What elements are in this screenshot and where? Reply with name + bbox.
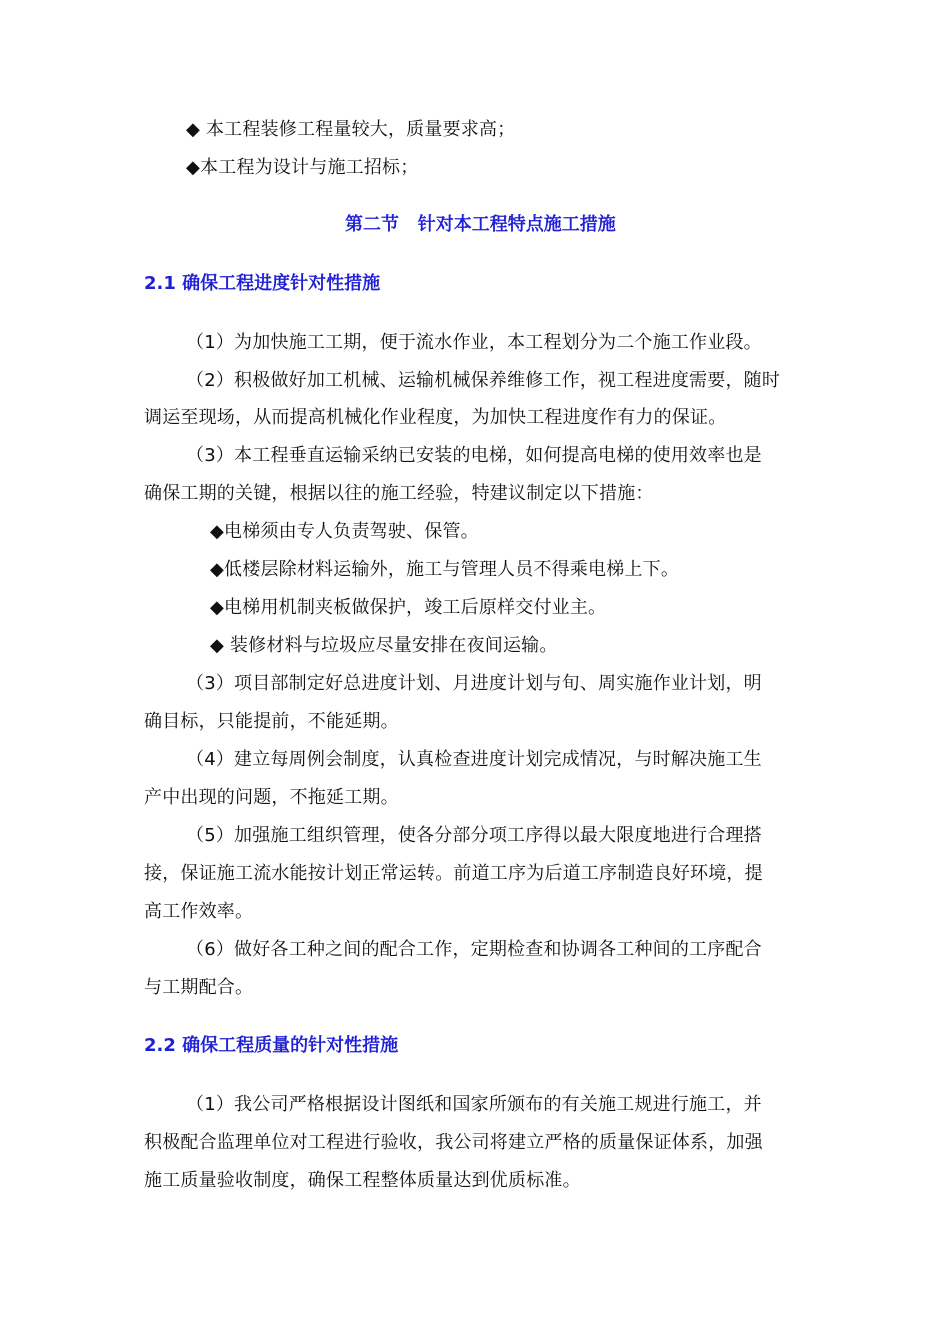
intro-bullet-2: ◆本工程为设计与施工招标； — [186, 157, 419, 178]
sub-heading-2-1: 2.1 确保工程进度针对性措施 — [144, 273, 381, 294]
bullet-item: ◆电梯用机制夹板做保护，竣工后原样交付业主。 — [210, 597, 607, 618]
bullet-item: ◆ 装修材料与垃圾应尽量安排在夜间运输。 — [210, 635, 558, 656]
paragraph-line: （1）我公司严格根据设计图纸和国家所颁布的有关施工规进行施工，并 — [186, 1094, 762, 1115]
section-title: 第二节 针对本工程特点施工措施 — [345, 214, 616, 235]
paragraph-line: 调运至现场，从而提高机械化作业程度，为加快工程进度作有力的保证。 — [144, 407, 727, 428]
paragraph-line: 与工期配合。 — [144, 977, 254, 998]
paragraph-line: （5）加强施工组织管理，使各分部分项工序得以最大限度地进行合理搭 — [186, 825, 762, 846]
paragraph-line: 产中出现的问题，不拖延工期。 — [144, 787, 399, 808]
paragraph-line: （4）建立每周例会制度，认真检查进度计划完成情况，与时解决施工生 — [186, 749, 762, 770]
paragraph-line: （6）做好各工种之间的配合工作，定期检查和协调各工种间的工序配合 — [186, 939, 762, 960]
paragraph-line: 确保工期的关键，根据以往的施工经验，特建议制定以下措施： — [144, 483, 654, 504]
paragraph-line: （1）为加快施工工期，便于流水作业，本工程划分为二个施工作业段。 — [186, 332, 762, 353]
paragraph-line: （3）项目部制定好总进度计划、月进度计划与旬、周实施作业计划，明 — [186, 673, 762, 694]
paragraph-line: （2）积极做好加工机械、运输机械保养维修工作，视工程进度需要，随时 — [186, 370, 781, 391]
paragraph-line: 高工作效率。 — [144, 901, 254, 922]
paragraph-line: 施工质量验收制度，确保工程整体质量达到优质标准。 — [144, 1170, 581, 1191]
paragraph-line: 确目标，只能提前，不能延期。 — [144, 711, 399, 732]
paragraph-line: 积极配合监理单位对工程进行验收，我公司将建立严格的质量保证体系，加强 — [144, 1132, 763, 1153]
paragraph-line: 接，保证施工流水能按计划正常运转。前道工序为后道工序制造良好环境，提 — [144, 863, 763, 884]
sub-heading-2-2: 2.2 确保工程质量的针对性措施 — [144, 1035, 399, 1056]
bullet-item: ◆电梯须由专人负责驾驶、保管。 — [210, 521, 479, 542]
paragraph-line: （3）本工程垂直运输采纳已安装的电梯，如何提高电梯的使用效率也是 — [186, 445, 762, 466]
intro-bullet-1: ◆ 本工程装修工程量较大，质量要求高； — [186, 119, 516, 140]
bullet-item: ◆低楼层除材料运输外，施工与管理人员不得乘电梯上下。 — [210, 559, 680, 580]
